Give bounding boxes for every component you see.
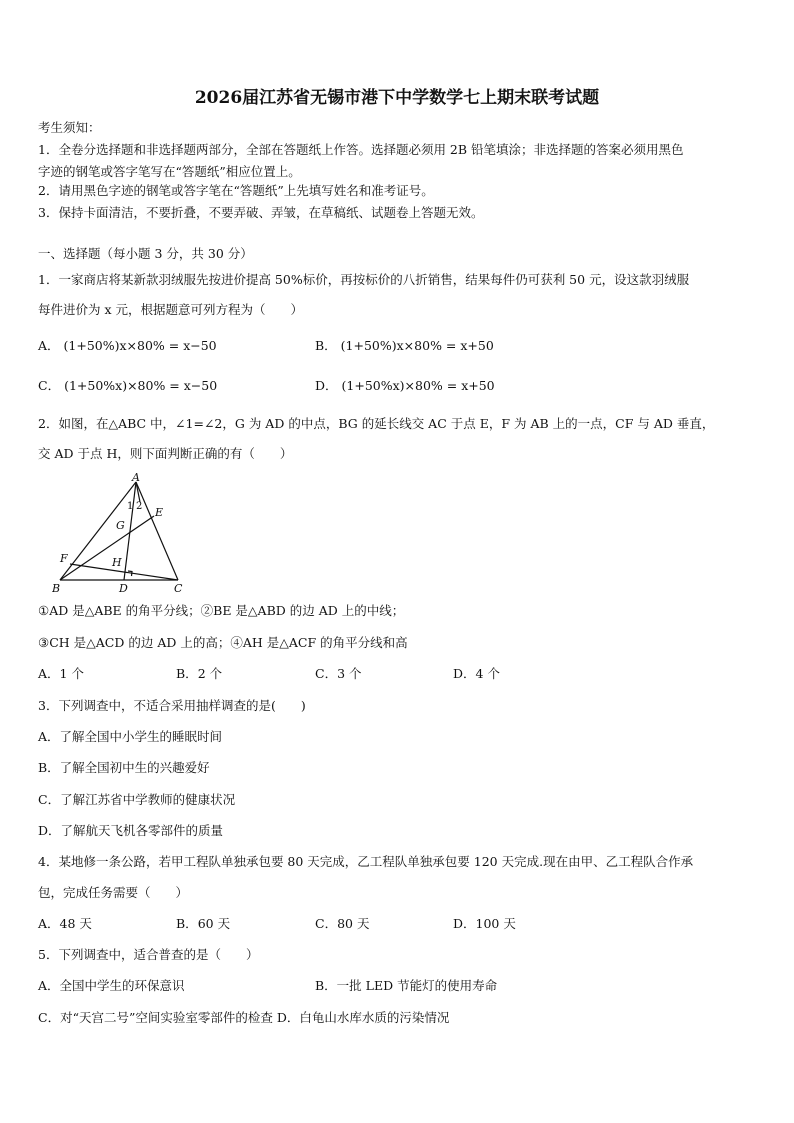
option-label: D． bbox=[453, 666, 476, 681]
option-text: (1+50%x)×80% = x+50 bbox=[341, 378, 495, 393]
q4-option-d bbox=[453, 916, 516, 932]
notice-heading: 考生须知： bbox=[38, 120, 101, 135]
option-text: (1+50%)x×80% = x+50 bbox=[340, 338, 494, 353]
option-text: 3 个 bbox=[337, 666, 362, 681]
section-heading: 一、选择题（每小题 3 分，共 30 分） bbox=[38, 246, 253, 261]
q5-option-b: B．一批 LED 节能灯的使用寿命 bbox=[315, 978, 498, 993]
label-e: E bbox=[155, 506, 164, 519]
q2-option-d bbox=[453, 666, 500, 682]
label-d: D bbox=[119, 582, 128, 595]
option-text: 1 个 bbox=[59, 666, 84, 681]
label-angle-2: 2 bbox=[136, 501, 143, 512]
label-angle-1: 1 bbox=[127, 501, 134, 512]
q4-stem: 包，完成任务需要（ ） bbox=[38, 885, 189, 900]
page-title: 2026届江苏省无锡市港下中学数学七上期末联考试题 bbox=[194, 88, 600, 108]
option-text: 100 天 bbox=[475, 916, 516, 931]
option-text: (1+50%x)×80% = x−50 bbox=[64, 378, 218, 393]
segment-ad bbox=[124, 482, 136, 580]
notice-item: 2．请用黑色字迹的钢笔或答字笔在“答题纸”上先填写姓名和准考证号。 bbox=[38, 183, 434, 198]
q4-option-b bbox=[176, 916, 230, 932]
q1-option-d bbox=[315, 378, 495, 394]
q3-option: D．了解航天飞机各零部件的质量 bbox=[38, 823, 224, 838]
q1-option-b bbox=[315, 338, 494, 354]
option-text: 2 个 bbox=[197, 666, 223, 681]
option-label: B． bbox=[176, 666, 198, 681]
q5-stem: 5．下列调查中，适合普查的是（ ） bbox=[38, 947, 259, 962]
q4-option-a bbox=[38, 916, 92, 932]
segment-ac bbox=[136, 482, 178, 580]
q3-option: A．了解全国中小学生的睡眠时间 bbox=[38, 729, 223, 744]
label-h: H bbox=[112, 556, 122, 569]
notice-item: 1．全卷分选择题和非选择题两部分，全部在答题纸上作答。选择题必须用 2B 铅笔填涂；非选择题的答案必须用黑色 bbox=[38, 142, 684, 157]
q4-stem: 4．某地修一条公路，若甲工程队单独承包要 80 天完成，乙工程队单独承包要 120 天完成.现在由甲、乙工程队合作承 bbox=[38, 854, 694, 869]
label-c: C bbox=[174, 582, 183, 595]
label-a: A bbox=[132, 472, 140, 484]
option-label: C． bbox=[315, 666, 338, 681]
option-text: 60 天 bbox=[197, 916, 231, 931]
option-label: D． bbox=[453, 916, 476, 931]
q3-stem: 3．下列调查中，不适合采用抽样调查的是( ) bbox=[38, 698, 306, 713]
label-f: F bbox=[60, 552, 68, 565]
q1-stem: 1．一家商店将某新款羽绒服先按进价提高 50%标价，再按标价的八折销售，结果每件仍可获利 50 元，设这款羽绒服 bbox=[38, 272, 690, 287]
option-label: C． bbox=[315, 916, 338, 931]
option-text: 48 天 bbox=[59, 916, 92, 931]
option-label: C． bbox=[38, 378, 61, 393]
segment-be bbox=[60, 516, 154, 580]
q2-statements: ①AD 是△ABE 的角平分线；②BE 是△ABD 的边 AD 上的中线； bbox=[38, 603, 405, 618]
q1-stem: 每件进价为 x 元，根据题意可列方程为（ ） bbox=[38, 302, 303, 317]
q2-option-a bbox=[38, 666, 84, 682]
q2-stem: 交 AD 于点 H，则下面判断正确的有（ ） bbox=[38, 446, 293, 461]
q3-option: C．了解江苏省中学教师的健康状况 bbox=[38, 792, 236, 807]
q5-option-a: A．全国中学生的环保意识 bbox=[38, 978, 185, 993]
q2-option-b bbox=[176, 666, 222, 682]
q1-option-c bbox=[38, 378, 217, 394]
q2-option-c bbox=[315, 666, 362, 682]
right-angle-mark bbox=[128, 571, 132, 576]
option-label: B． bbox=[176, 916, 198, 931]
q3-option: B．了解全国初中生的兴趣爱好 bbox=[38, 760, 210, 775]
option-label: B． bbox=[315, 338, 337, 353]
notice-item: 字迹的钢笔或答字笔写在“答题纸”相应位置上。 bbox=[38, 164, 301, 179]
option-label: A． bbox=[38, 916, 60, 931]
option-label: A． bbox=[38, 338, 60, 353]
q5-option-cd: C．对“天宫二号”空间实验室零部件的检查 D．白龟山水库水质的污染情况 bbox=[38, 1010, 450, 1025]
option-text: 80 天 bbox=[337, 916, 370, 931]
option-label: A． bbox=[38, 666, 60, 681]
q2-stem: 2．如图，在△ABC 中，∠1=∠2，G 为 AD 的中点，BG 的延长线交 AC 于点 E，F 为 AB 上的一点，CF 与 AD 垂直， bbox=[38, 416, 715, 431]
option-label: D． bbox=[315, 378, 338, 393]
option-text: (1+50%)x×80% = x−50 bbox=[63, 338, 217, 353]
label-b: B bbox=[52, 582, 61, 595]
triangle-figure bbox=[52, 472, 192, 596]
q2-statements: ③CH 是△ACD 的边 AD 上的高；④AH 是△ACF 的角平分线和高 bbox=[38, 635, 408, 650]
label-g: G bbox=[116, 519, 125, 532]
q4-option-c bbox=[315, 916, 369, 932]
q1-option-a bbox=[38, 338, 217, 354]
angle-divider bbox=[136, 482, 140, 502]
notice-item: 3．保持卡面清洁，不要折叠，不要弄破、弄皱，在草稿纸、试题卷上答题无效。 bbox=[38, 205, 484, 220]
option-text: 4 个 bbox=[475, 666, 500, 681]
